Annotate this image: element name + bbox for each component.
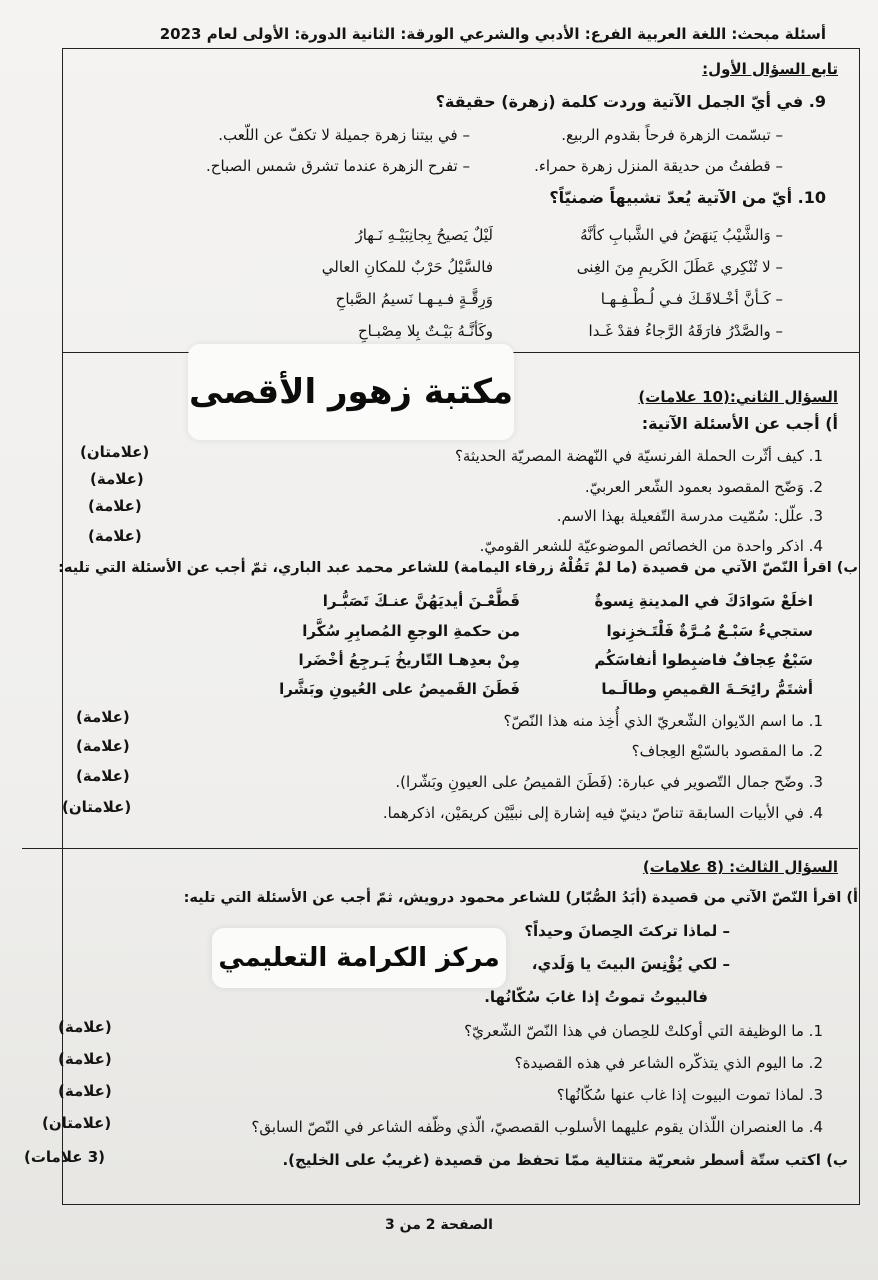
page-number: الصفحة 2 من 3 [385, 1217, 493, 1233]
q9-option-4: – تفرح الزهرة عندما تشرق شمس الصباح. [206, 157, 470, 175]
q9-option-3: – قطفتُ من حديقة المنزل زهرة حمراء. [534, 157, 783, 175]
q9-option-1: – تبسّمت الزهرة فرحاً بقدوم الربيع. [561, 126, 783, 144]
q3-title: السؤال الثالث: (8 علامات) [642, 858, 838, 876]
q2-b-mark-2: (علامة) [76, 737, 130, 755]
q2-a-item-3: 3. علّل: سُمّيت مدرسة التّفعيلة بهذا الاسم. [556, 507, 823, 525]
q2-a-item-2: 2. وَضّح المقصود بعمود الشّعر العربيّ. [584, 478, 823, 496]
q2-b-mark-1: (علامة) [76, 708, 130, 726]
verse-4-second: فَطَنَ القَميصُ على العُيونِ وبَشَّرا [279, 680, 520, 698]
divider-q2-q3 [22, 848, 858, 849]
q3-mark-1: (علامة) [58, 1018, 112, 1036]
q2-a-mark-4: (علامة) [88, 527, 142, 545]
q2-a-mark-1: (علامتان) [80, 443, 150, 461]
q2-title: السؤال الثاني:(10 علامات) [638, 388, 838, 406]
verse-3-first: سَبْعٌ عِجافٌ فاضبِطوا أنفاسَكُم [594, 651, 813, 669]
q3-mark-2: (علامة) [58, 1050, 112, 1068]
exam-header: أسئلة مبحث: اللغة العربية الفرع: الأدبي والشرعي الورقة: الثانية الدورة: الأولى لعام 2023 [159, 25, 826, 43]
q10-option-2-first: – لا تُنْكِري عَطَلَ الكَريمِ مِنَ الغِنى [576, 258, 783, 276]
verse-3-second: مِنْ بعدِهـا التّاريخُ يَـرجِعُ أخْضَرا [298, 651, 520, 669]
q2-a-title: أ) أجب عن الأسئلة الآتية: [641, 414, 838, 433]
q2-b-title: ب) اقرأ النّصّ الآتي من قصيدة (ما لمْ تَقُلْهُ زرقاء اليمامة) للشاعر محمد عبد الباري، ثمّ أجب عن الأسئلة التي تليه: [58, 560, 858, 576]
watermark-center-label: مركز الكرامة التعليمي [212, 928, 506, 988]
q10-option-3-first: – كَـأنَّ أخْـلاقَـكَ فـي لُـطْـفِـهـا [600, 290, 783, 308]
q2-b-item-1: 1. ما اسم الدّيوان الشّعريّ الذي أُخِذ منه هذا النّصّ؟ [503, 712, 823, 730]
q3-item-3: 3. لماذا تموت البيوت إذا غاب عنها سُكّانُها؟ [556, 1086, 823, 1104]
q9-text: 9. في أيّ الجمل الآتية وردت كلمة (زهرة) حقيقة؟ [435, 92, 826, 111]
watermark-library-label: مكتبة زهور الأقصى [188, 344, 514, 440]
q2-a-item-4: 4. اذكر واحدة من الخصائص الموضوعيّة للشعر القوميّ. [479, 537, 823, 555]
q2-b-item-4: 4. في الأبيات السابقة تناصّ دينيّ فيه إشارة إلى نبيَّيْن كريمَيْن، اذكرهما. [382, 804, 823, 822]
q1-title: تابع السؤال الأول: [702, 60, 838, 78]
q2-a-item-1: 1. كيف أثّرت الحملة الفرنسيّة في النّهضة المصريّة الحديثة؟ [454, 447, 823, 465]
q2-b-item-2: 2. ما المقصود بالسّبْع العِجاف؟ [631, 742, 823, 760]
q10-text: 10. أيّ من الآتية يُعدّ تشبيهاً ضمنيّاً؟ [549, 188, 826, 207]
q3-b-question: ب) اكتب ستّة أسطر شعريّة متتالية ممّا تحفظ من قصيدة (غريبٌ على الخليج). [282, 1151, 848, 1169]
q3-poem-line-1: – لماذا تركتَ الحِصانَ وحيداً؟ [524, 922, 730, 940]
q10-option-2-second: فالسَّيْلُ حَرْبٌ للمكانِ العالي [321, 258, 493, 276]
q3-item-1: 1. ما الوظيفة التي أوكلتْ للحِصان في هذا النّصّ الشّعريّ؟ [464, 1022, 823, 1040]
q10-option-4-second: وكَأنَّـهُ بَيْـتٌ بِلا مِصْبـاحِ [357, 322, 493, 340]
verse-1-second: قَطَّعْـنَ أيديَهُنَّ عنـكَ تَصَبُّـرا [322, 592, 520, 610]
verse-2-first: ستجيءُ سَبْـعٌ مُـرَّةٌ فَلْتَـخزِنوا [606, 622, 813, 640]
q2-a-mark-3: (علامة) [88, 497, 142, 515]
verse-2-second: من حكمةِ الوجعِ المُصابِرِ سُكَّرا [302, 622, 520, 640]
q2-b-mark-3: (علامة) [76, 767, 130, 785]
q3-b-mark: (3 علامات) [24, 1148, 106, 1166]
q10-option-4-first: – والصَّدْرُ فارَقَهُ الرَّجاءُ فقدْ غَـدا [588, 322, 783, 340]
q2-b-mark-4: (علامتان) [62, 798, 132, 816]
q2-b-item-3: 3. وضّح جمال التّصوير في عبارة: (فَطَنَ القميصُ على العيونِ وبَشّرا). [395, 773, 823, 791]
q3-item-4: 4. ما العنصران اللّذان يقوم عليهما الأسلوب القصصيّ، الّذي وظّفه الشاعر في النّصّ السابق؟ [251, 1118, 823, 1136]
q3-poem-line-2: – لكي يُؤْنِسَ البيتَ يا وَلَدي، [531, 955, 730, 973]
verse-1-first: اخلَعْ سَوادَكَ في المدينةِ نِسوةٌ [594, 592, 813, 610]
q3-item-2: 2. ما اليوم الذي يتذكّره الشاعر في هذه القصيدة؟ [514, 1054, 823, 1072]
q10-option-3-second: وَرِقَّـةٍ فـيـهـا نَسيمُ الصَّباحِ [335, 290, 493, 308]
q9-option-2: – في بيتنا زهرة جميلة لا تكفّ عن اللّعب. [218, 126, 470, 144]
verse-4-first: أشتَمُّ رائِحَـةَ القميصِ وطالَـما [601, 680, 813, 698]
q10-option-1-first: – وَالشَّيْبُ يَنهَضُ في الشَّبابِ كأنَّهُ [580, 226, 783, 244]
q3-a-title: أ) اقرأ النّصّ الآتي من قصيدة (أبَدُ الصُّبّار) للشاعر محمود درويش، ثمّ أجب عن الأسئلة التي تليه: [183, 890, 858, 906]
q2-a-mark-2: (علامة) [90, 470, 144, 488]
q3-mark-4: (علامتان) [42, 1114, 112, 1132]
q3-poem-line-3: فالبيوتُ تموتُ إذا غابَ سُكّانُها. [484, 988, 708, 1006]
q3-mark-3: (علامة) [58, 1082, 112, 1100]
q10-option-1-second: لَيْلٌ يَصيحُ بِجانِبَيْـهِ نَـهارُ [355, 226, 493, 244]
